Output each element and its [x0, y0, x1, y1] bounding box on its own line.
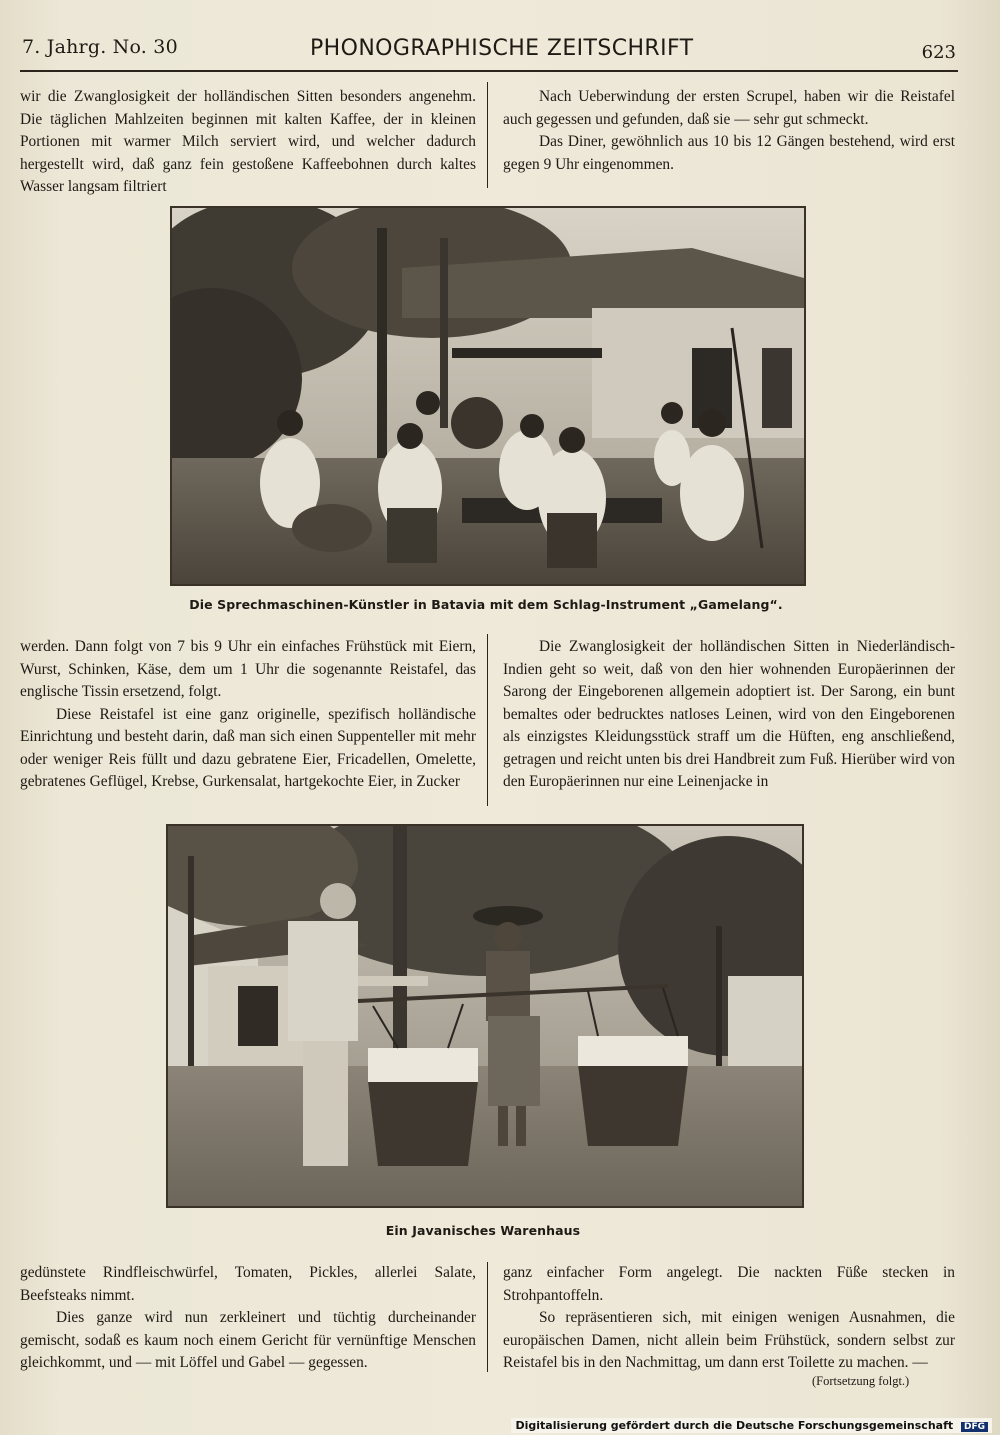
- column-divider: [487, 82, 488, 188]
- paragraph: Die Zwanglosigkeit der holländischen Sitten in Niederländisch-Indien geht so weit, daß von den hier wohnenden Europäerinnen der Sarong der Eingeborenen allgemein adoptiert ist. Der Sarong, ein bunt bemaltes oder bedrucktes natloses Leinen, wird von den Eingeborenen als einzigstes Kleidungsstück straff um die Hüften, eng anschließend, getragen und reicht unten bis drei Handbreit zum Fuß. Hierüber wird von den Europäerinnen nur eine Leinenjacke in: [503, 638, 955, 790]
- journal-title: PHONOGRAPHISCHE ZEITSCHRIFT: [310, 36, 694, 61]
- paragraph: Diese Reistafel ist eine ganz originelle, spezifisch holländische Einrichtung und besteht darin, daß man sich einen Suppenteller mit mehr oder weniger Reis füllt und dazu gebratene Eier, Fricadellen, Omelette, gebratenes Geflügel, Krebse, Gurkensalat, hartgekochte Eier, in Zucker: [20, 705, 476, 790]
- figure2-caption: Ein Javanisches Warenhaus: [385, 1223, 581, 1238]
- paragraph: wir die Zwanglosigkeit der holländischen Sitten besonders angenehm. Die täglichen Mahlzeiten beginnen mit kalten Kaffee, der in kleinen Portionen mit warmer Milch serviert wird, und welcher dadurch hergestellt wird, daß ganz fein gestoßene Kaffeebohnen durch kaltes Wasser langsam filtriert: [20, 88, 476, 195]
- funding-note: Digitalisierung gefördert durch die Deutsche Forschungsgemeinschaft: [515, 1419, 954, 1432]
- volume-issue: 7. Jahrg. No. 30: [22, 36, 178, 58]
- column-divider: [487, 634, 488, 806]
- figure1-caption: Die Sprechmaschinen-Künstler in Batavia mit dem Schlag-Instrument „Gamelang“.: [189, 597, 783, 612]
- digitization-footer: [511, 1418, 992, 1433]
- paragraph: werden. Dann folgt von 7 bis 9 Uhr ein einfaches Frühstück mit Eiern, Wurst, Schinken, Käse, dem um 1 Uhr die sogenannte Reistafel, das englische Tissin ersetzend, folgt.: [20, 638, 476, 700]
- section1-right-column: [503, 86, 955, 176]
- page-number: 623: [921, 42, 956, 63]
- dfg-logo: DFG: [961, 1422, 988, 1432]
- paragraph: Dies ganze wird nun zerkleinert und tüchtig durcheinander gemischt, sodaß es kaum noch einem Gericht für vernünftige Menschen gleichkommt, und — mit Löffel und Gabel — gegessen.: [20, 1309, 476, 1371]
- paragraph: So repräsentieren sich, mit einigen wenigen Ausnahmen, die europäischen Damen, nicht allein beim Frühstück, sondern selbst zur Reistafel bis in den Nachmittag, um dann erst Toilette zu machen. —: [503, 1309, 955, 1371]
- photo-gamelang-image: [172, 208, 804, 584]
- photo-javanese-vendor: [166, 824, 804, 1208]
- paragraph: gedünstete Rindfleischwürfel, Tomaten, Pickles, allerlei Salate, Beefsteaks nimmt.: [20, 1264, 476, 1304]
- photo-gamelang-musicians: [170, 206, 806, 586]
- header-rule: [20, 70, 958, 72]
- section3-left-column: [20, 1262, 476, 1375]
- continuation-note: (Fortsetzung folgt.): [812, 1374, 910, 1388]
- section1-left-column: [20, 86, 476, 199]
- paragraph: ganz einfacher Form angelegt. Die nackten Füße stecken in Strohpantoffeln.: [503, 1264, 955, 1304]
- photo-vendor-image: [168, 826, 802, 1206]
- paragraph: Das Diner, gewöhnlich aus 10 bis 12 Gängen bestehend, wird erst gegen 9 Uhr eingenommen.: [503, 133, 955, 173]
- section2-right-column: [503, 636, 955, 794]
- column-divider: [487, 1262, 488, 1372]
- section2-left-column: [20, 636, 476, 794]
- paragraph: Nach Ueberwindung der ersten Scrupel, haben wir die Reistafel auch gegessen und gefunden, daß sie — sehr gut schmeckt.: [503, 88, 955, 128]
- section3-right-column: [503, 1262, 955, 1375]
